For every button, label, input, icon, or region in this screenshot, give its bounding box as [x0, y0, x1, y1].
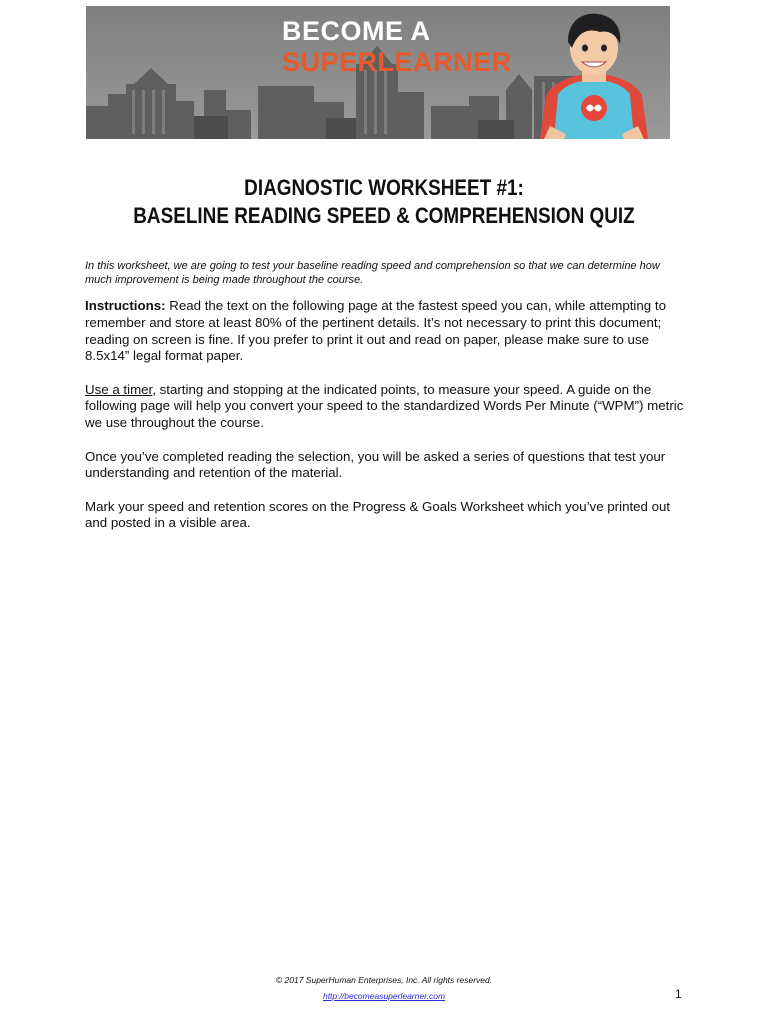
banner-title-line1: BECOME A	[282, 16, 431, 46]
website-link[interactable]: http://becomeasuperlearner.com	[322, 991, 446, 1001]
timer-text: , starting and stopping at the indicated points, to measure your speed. A guide on the following page will help you convert your speed to the standardized Words Per Minute (“WPM”) metric we use throughout the course.	[85, 381, 684, 431]
copyright-text: © 2017 SuperHuman Enterprises, Inc. All rights reserved.	[275, 975, 493, 985]
instructions-paragraph	[85, 298, 685, 365]
page-title-line1: DIAGNOSTIC WORKSHEET #1:	[244, 175, 524, 200]
timer-label: Use a timer	[85, 381, 153, 397]
header-banner	[86, 6, 670, 139]
scores-paragraph: Mark your speed and retention scores on the Progress & Goals Worksheet which you’ve printed out and posted in a visible area.	[85, 498, 671, 531]
superhero-brain-icon	[524, 8, 664, 139]
worksheet-body	[85, 259, 685, 549]
instructions-text: Read the text on the following page at the fastest speed you can, while attempting to remember and store at least 80% of the pertinent details. It’s not necessary to print this document; reading on screen is fine. If you prefer to print it out and read on paper, please make sure to use 8.5x14” legal format paper.	[85, 298, 666, 364]
page-title	[54, 174, 714, 230]
intro-paragraph: In this worksheet, we are going to test your baseline reading speed and comprehension so that we can determine how much improvement is being made throughout the course.	[85, 260, 660, 286]
timer-paragraph	[85, 382, 685, 432]
page-number: 1	[675, 987, 682, 1001]
footer	[0, 974, 768, 1002]
instructions-label: Instructions:	[85, 298, 166, 313]
completion-paragraph: Once you’ve completed reading the selection, you will be asked a series of questions that test your understanding and retention of the material.	[85, 448, 666, 481]
banner-title-line2: SUPERLEARNER	[282, 47, 512, 77]
page-title-line2: BASELINE READING SPEED & COMPREHENSION QUIZ	[133, 203, 635, 228]
banner-title	[282, 16, 512, 78]
